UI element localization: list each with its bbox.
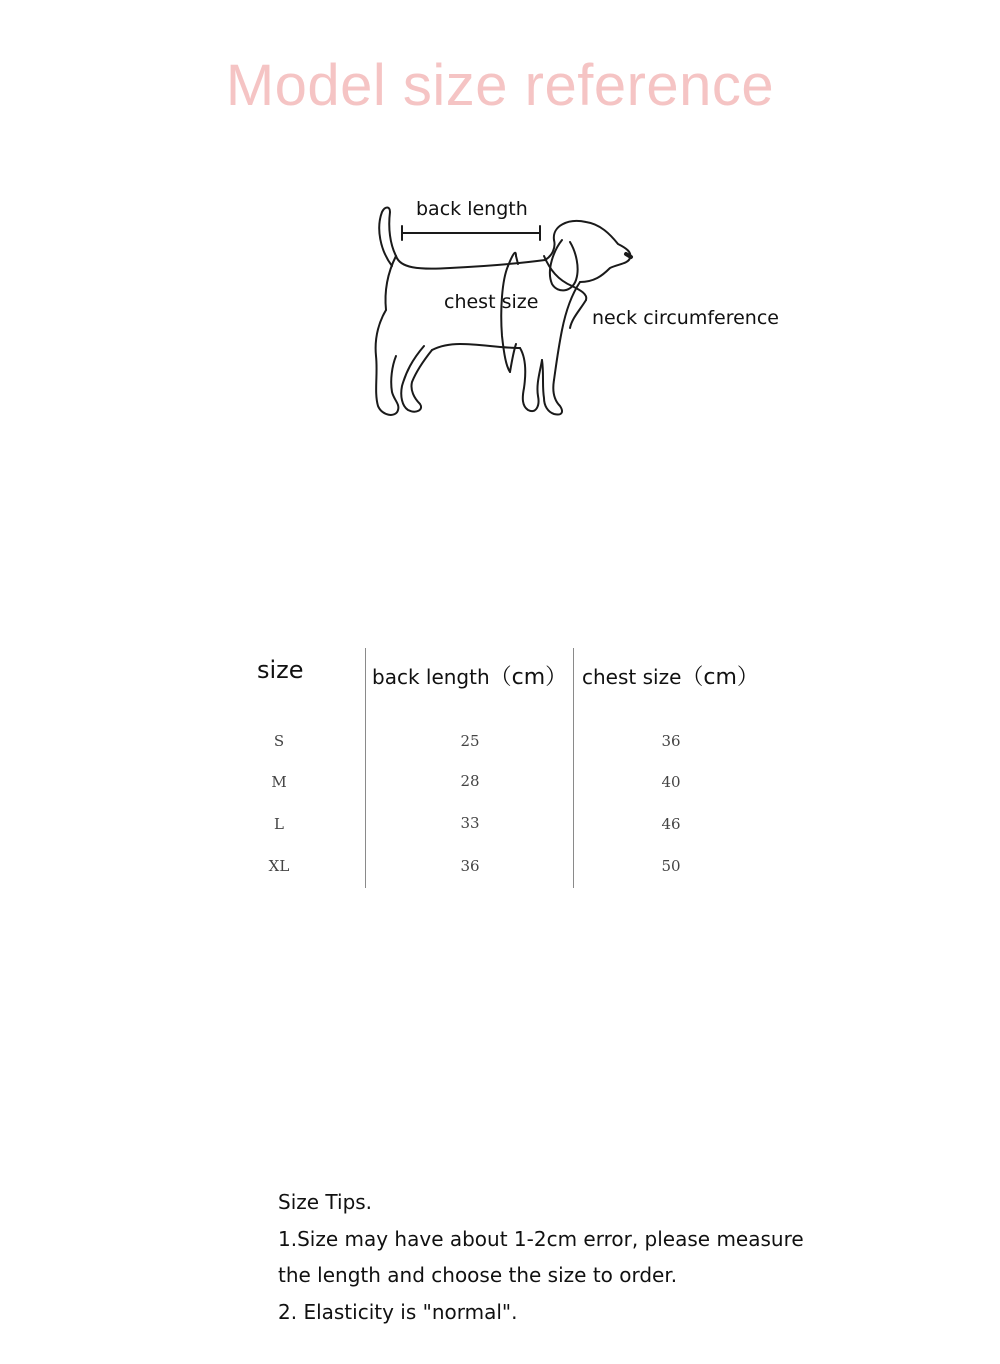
- table-cell-chest-size: 36: [661, 732, 681, 750]
- table-cell-back-length: 33: [460, 814, 480, 832]
- table-cell-chest-size: 40: [661, 773, 681, 791]
- page-title: Model size reference: [225, 53, 775, 118]
- chest-size-label: chest size: [444, 291, 539, 313]
- header-chest-size-text: chest size: [582, 665, 682, 689]
- size-tips-line: 2. Elasticity is "normal".: [278, 1299, 518, 1324]
- table-cell-back-length: 28: [460, 772, 480, 790]
- size-tips-line: 1.Size may have about 1-2cm error, please measure: [278, 1226, 804, 1251]
- dog-measurement-diagram: [340, 160, 800, 460]
- size-tips-heading: Size Tips.: [278, 1190, 373, 1214]
- neck-circumference-label: neck circumference: [592, 307, 779, 329]
- table-cell-size: M: [271, 773, 287, 791]
- header-back-length: [372, 660, 567, 691]
- table-cell-chest-size: 50: [661, 857, 681, 875]
- size-tips-line: the length and choose the size to order.: [278, 1263, 678, 1287]
- column-divider: [365, 648, 366, 888]
- table-cell-back-length: 25: [460, 732, 480, 750]
- header-back-length-unit: （cm）: [489, 665, 568, 690]
- table-cell-size: S: [273, 732, 285, 750]
- size-chart-table: [240, 648, 780, 888]
- table-cell-back-length: 36: [460, 857, 480, 875]
- back-length-label: back length: [416, 198, 528, 220]
- header-chest-size: [582, 660, 759, 691]
- table-cell-size: L: [274, 815, 284, 833]
- table-cell-size: XL: [268, 857, 290, 875]
- size-tips: [278, 1184, 838, 1330]
- header-chest-size-unit: （cm）: [681, 665, 759, 690]
- header-back-length-text: back length: [372, 665, 490, 689]
- column-divider: [573, 648, 574, 888]
- header-size: size: [257, 656, 304, 684]
- table-cell-chest-size: 46: [661, 815, 681, 833]
